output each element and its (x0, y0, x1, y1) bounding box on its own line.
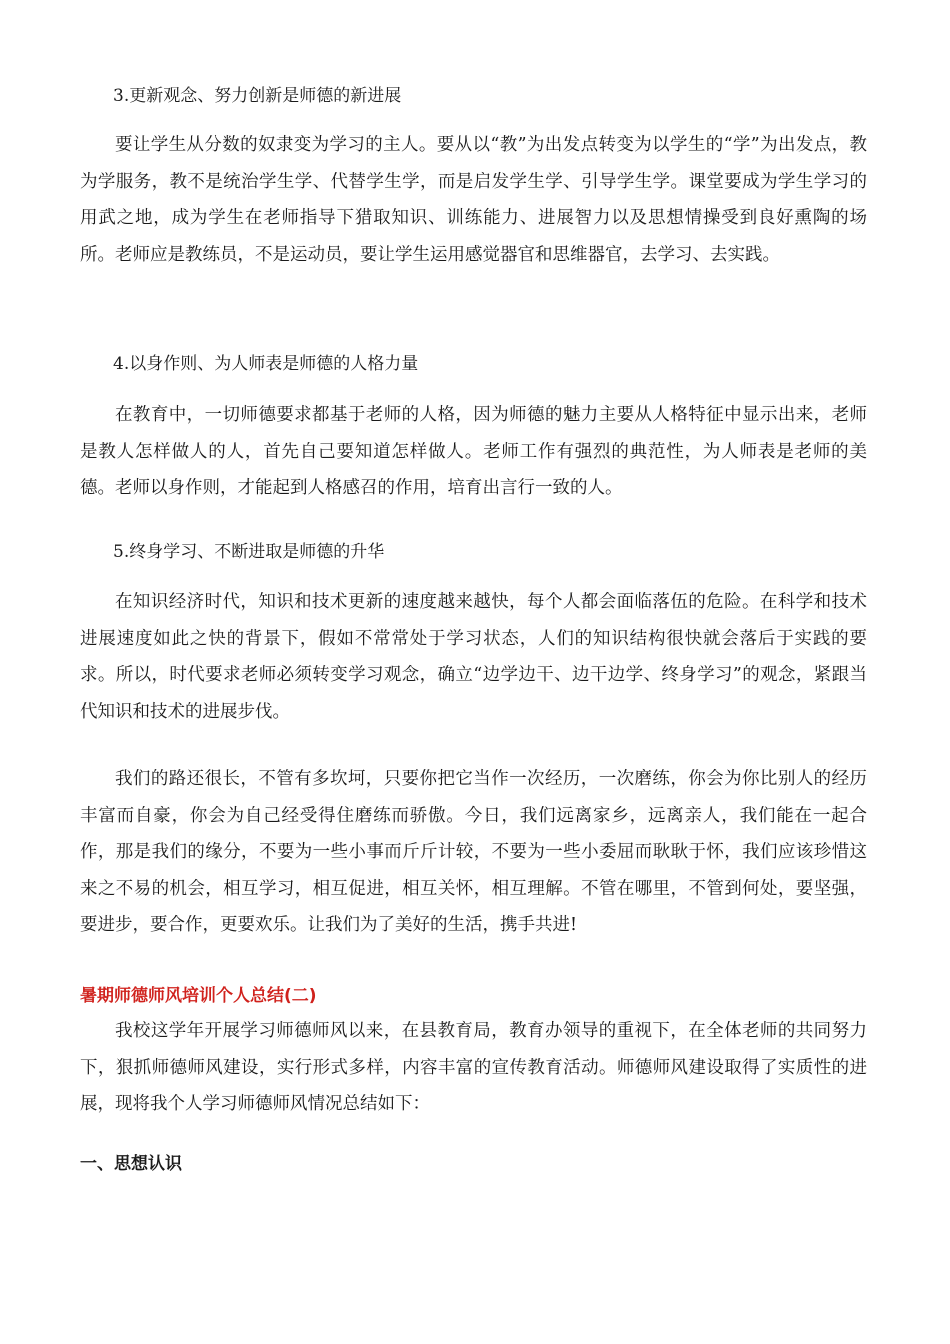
part2-intro-paragraph: 我校这学年开展学习师德师风以来，在县教育局，教育办领导的重视下，在全体老师的共同努力下，狠抓师德师风建设，实行形式多样，内容丰富的宣传教育活动。师德师风建设取得了实质性的进展，现将我个人学习师德师风情况总结如下： (80, 1021, 867, 1114)
item4-paragraph: 在教育中，一切师德要求都基于老师的人格，因为师德的魅力主要从人格特征中显示出来，老师是教人怎样做人的人，首先自己要知道怎样做人。老师工作有强烈的典范性，为人师表是老师的美德。老师以身作则，才能起到人格感召的作用，培育出言行一致的人。 (80, 405, 867, 498)
item3-heading: 3.更新观念、努力创新是师德的新进展 (113, 86, 402, 106)
item4-heading: 4.以身作则、为人师表是师德的人格力量 (113, 354, 419, 374)
closing-paragraph: 我们的路还很长，不管有多坎坷，只要你把它当作一次经历，一次磨练，你会为你比别人的经历丰富而自豪，你会为自己经受得住磨练而骄傲。今日，我们远离家乡，远离亲人，我们能在一起合作，那是我们的缘分，不要为一些小事而斤斤计较，不要为一些小委屈而耿耿于怀，我们应该珍惜这来之不易的机会，相互学习，相互促进，相互关怀，相互理解。不管在哪里，不管到何处，要坚强，要进步，要合作，更要欢乐。让我们为了美好的生活，携手共进! (80, 769, 867, 935)
part2-title: 暑期师德师风培训个人总结(二) (80, 986, 317, 1006)
item5-paragraph: 在知识经济时代，知识和技术更新的速度越来越快，每个人都会面临落伍的危险。在科学和技术进展速度如此之快的背景下，假如不常常处于学习状态，人们的知识结构很快就会落后于实践的要求。所以，时代要求老师必须转变学习观念，确立“边学边干、边干边学、终身学习”的观念，紧跟当代知识和技术的进展步伐。 (80, 592, 867, 722)
section1-title: 一、思想认识 (80, 1154, 182, 1174)
item3-paragraph: 要让学生从分数的奴隶变为学习的主人。要从以“教”为出发点转变为以学生的“学”为出发点，教为学服务，教不是统治学生学、代替学生学，而是启发学生学、引导学生学。课堂要成为学生学习的用武之地，成为学生在老师指导下猎取知识、训练能力、进展智力以及思想情操受到良好熏陶的场所。老师应是教练员，不是运动员，要让学生运用感觉器官和思维器官，去学习、去实践。 (80, 135, 867, 265)
item5-heading: 5.终身学习、不断进取是师德的升华 (113, 542, 385, 562)
